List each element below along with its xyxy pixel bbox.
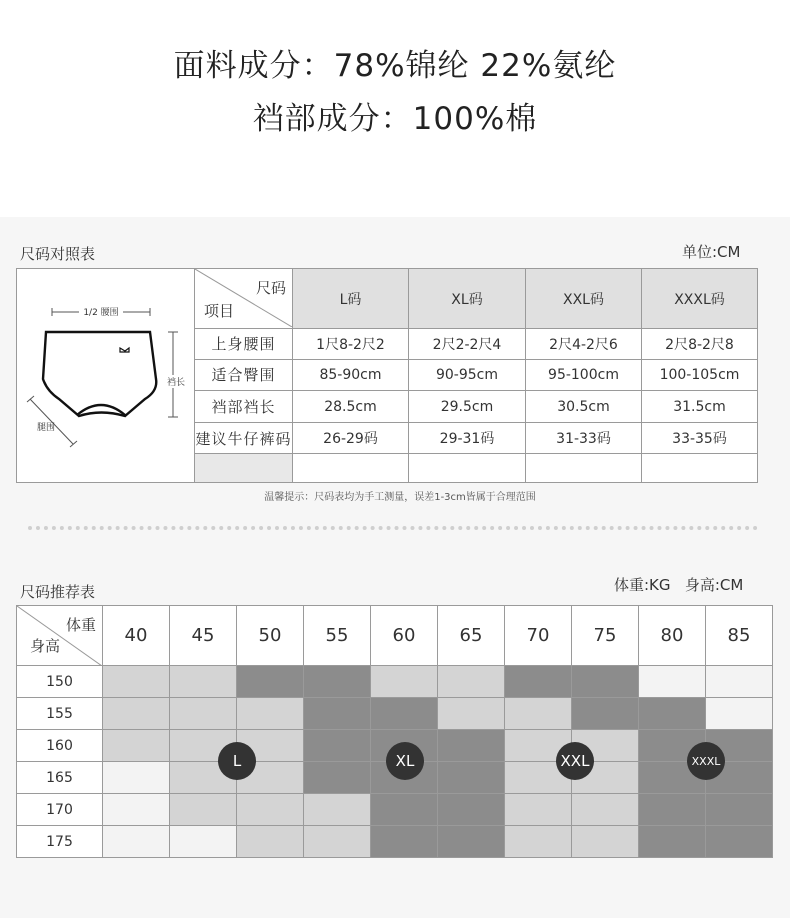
recommend-cell bbox=[639, 666, 706, 698]
recommend-cell bbox=[371, 698, 438, 730]
weight-header: 75 bbox=[572, 606, 639, 666]
recommend-cell bbox=[438, 826, 505, 858]
recommend-cell bbox=[505, 826, 572, 858]
height-row bbox=[17, 698, 773, 730]
recommend-cell bbox=[706, 826, 773, 858]
recommend-cell bbox=[170, 666, 237, 698]
recommend-cell bbox=[170, 826, 237, 858]
recommend-cell bbox=[706, 794, 773, 826]
corner-height-label: 身高 bbox=[30, 637, 61, 655]
recommend-cell bbox=[304, 730, 371, 762]
size-cell: 2尺8-2尺8 bbox=[642, 329, 758, 360]
recommend-cell bbox=[103, 666, 170, 698]
recommend-cell bbox=[304, 762, 371, 794]
size-header-l: L码 bbox=[293, 269, 409, 329]
size-cell: 2尺2-2尺4 bbox=[409, 329, 526, 360]
recommend-cell bbox=[371, 794, 438, 826]
height-label: 155 bbox=[17, 698, 103, 730]
size-badge-xl: XL bbox=[386, 742, 424, 780]
recommend-cell bbox=[572, 698, 639, 730]
row-label: 裆部裆长 bbox=[195, 391, 293, 423]
height-row bbox=[17, 794, 773, 826]
size-chart-table bbox=[16, 268, 758, 483]
size-header-xxl: XXL码 bbox=[526, 269, 642, 329]
weight-header: 45 bbox=[170, 606, 237, 666]
briefs-illustration bbox=[17, 269, 194, 478]
recommend-cell bbox=[170, 698, 237, 730]
dotted-divider bbox=[28, 526, 758, 530]
size-header-xl: XL码 bbox=[409, 269, 526, 329]
size-cell: 85-90cm bbox=[293, 359, 409, 391]
recommend-cell bbox=[103, 730, 170, 762]
size-chart-corner bbox=[195, 269, 293, 329]
recommend-cell bbox=[304, 666, 371, 698]
recommend-cell bbox=[639, 826, 706, 858]
recommend-cell bbox=[639, 794, 706, 826]
recommend-cell bbox=[639, 698, 706, 730]
size-cell: 2尺4-2尺6 bbox=[526, 329, 642, 360]
recommend-cell bbox=[237, 826, 304, 858]
row-label: 适合臀围 bbox=[195, 359, 293, 391]
recommend-cell bbox=[103, 762, 170, 794]
weight-header: 70 bbox=[505, 606, 572, 666]
empty-cell bbox=[526, 454, 642, 483]
recommend-cell bbox=[706, 666, 773, 698]
recommend-title: 尺码推荐表 bbox=[20, 583, 96, 601]
recommend-table bbox=[16, 605, 773, 858]
recommend-cell bbox=[103, 698, 170, 730]
height-row bbox=[17, 666, 773, 698]
size-badge-l: L bbox=[218, 742, 256, 780]
size-chart-unit: 单位:CM bbox=[682, 243, 741, 261]
crotch-length-label: 裆长 bbox=[167, 375, 185, 388]
weight-header: 50 bbox=[237, 606, 304, 666]
row-label: 建议牛仔裤码 bbox=[195, 422, 293, 454]
size-cell: 31-33码 bbox=[526, 422, 642, 454]
recommend-corner bbox=[17, 606, 103, 666]
recommend-cell bbox=[438, 794, 505, 826]
size-header-xxxl: XXXL码 bbox=[642, 269, 758, 329]
recommend-cell bbox=[237, 698, 304, 730]
recommend-cell bbox=[438, 666, 505, 698]
size-cell: 26-29码 bbox=[293, 422, 409, 454]
recommend-unit: 体重:KG 身高:CM bbox=[614, 576, 744, 594]
weight-header-row bbox=[17, 606, 773, 666]
size-cell: 33-35码 bbox=[642, 422, 758, 454]
half-waist-label: 1/2 腰围 bbox=[83, 308, 119, 318]
empty-cell bbox=[195, 454, 293, 483]
recommend-cell bbox=[304, 826, 371, 858]
corner-weight-label: 体重 bbox=[65, 616, 96, 634]
recommend-cell bbox=[572, 794, 639, 826]
recommend-cell bbox=[438, 698, 505, 730]
recommend-cell bbox=[103, 826, 170, 858]
recommend-cell bbox=[304, 698, 371, 730]
recommend-cell bbox=[304, 794, 371, 826]
height-label: 170 bbox=[17, 794, 103, 826]
recommend-cell bbox=[237, 794, 304, 826]
weight-header: 55 bbox=[304, 606, 371, 666]
size-chart-title: 尺码对照表 bbox=[20, 245, 96, 263]
weight-header: 65 bbox=[438, 606, 505, 666]
size-cell: 29.5cm bbox=[409, 391, 526, 423]
weight-header: 60 bbox=[371, 606, 438, 666]
crotch-composition: 裆部成分：100%棉 bbox=[252, 101, 538, 137]
size-cell: 1尺8-2尺2 bbox=[293, 329, 409, 360]
weight-header: 85 bbox=[706, 606, 773, 666]
size-cell: 90-95cm bbox=[409, 359, 526, 391]
empty-cell bbox=[293, 454, 409, 483]
size-cell: 28.5cm bbox=[293, 391, 409, 423]
weight-header: 80 bbox=[639, 606, 706, 666]
height-label: 175 bbox=[17, 826, 103, 858]
size-badge-xxxl: XXXL bbox=[687, 742, 725, 780]
leg-width-label: 腿围 bbox=[37, 423, 56, 433]
recommend-cell bbox=[237, 666, 304, 698]
corner-item-label: 项目 bbox=[204, 302, 235, 321]
fabric-composition: 面料成分：78%锦纶 22%氨纶 bbox=[173, 48, 617, 84]
header-section bbox=[0, 0, 790, 217]
measurement-note: 温馨提示：尺码表均为手工测量，误差1-3cm皆属于合理范围 bbox=[264, 492, 536, 503]
recommend-cell bbox=[505, 698, 572, 730]
height-label: 165 bbox=[17, 762, 103, 794]
recommend-cell bbox=[572, 666, 639, 698]
height-label: 160 bbox=[17, 730, 103, 762]
recommend-cell bbox=[371, 826, 438, 858]
size-cell: 30.5cm bbox=[526, 391, 642, 423]
empty-cell bbox=[409, 454, 526, 483]
recommend-cell bbox=[103, 794, 170, 826]
row-label: 上身腰围 bbox=[195, 329, 293, 360]
recommend-cell bbox=[572, 826, 639, 858]
recommend-cell bbox=[170, 794, 237, 826]
size-cell: 100-105cm bbox=[642, 359, 758, 391]
illustration-cell bbox=[17, 269, 195, 483]
corner-size-label: 尺码 bbox=[255, 279, 286, 297]
size-cell: 31.5cm bbox=[642, 391, 758, 423]
recommend-cell bbox=[438, 762, 505, 794]
height-row bbox=[17, 826, 773, 858]
recommend-cell bbox=[505, 794, 572, 826]
size-cell: 95-100cm bbox=[526, 359, 642, 391]
height-label: 150 bbox=[17, 666, 103, 698]
recommend-cell bbox=[438, 730, 505, 762]
recommend-cell bbox=[371, 666, 438, 698]
size-badge-xxl: XXL bbox=[556, 742, 594, 780]
recommend-cell bbox=[706, 698, 773, 730]
weight-header: 40 bbox=[103, 606, 170, 666]
recommend-cell bbox=[505, 666, 572, 698]
size-cell: 29-31码 bbox=[409, 422, 526, 454]
empty-cell bbox=[642, 454, 758, 483]
